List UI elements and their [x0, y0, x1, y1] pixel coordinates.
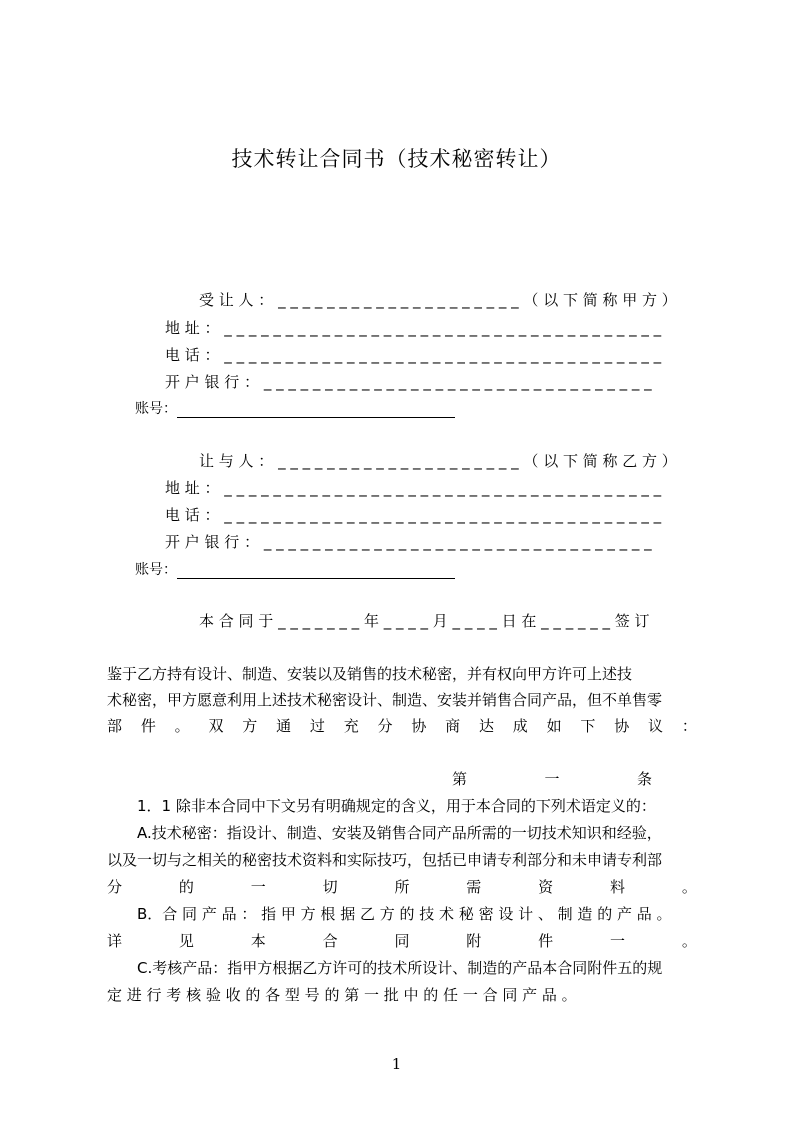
char: ：	[681, 717, 697, 735]
party-b-bank-line: 开 户 银 行 ： _ _ _ _ _ _ _ _ _ _ _ _ _ _ _ _ _ _ _ _ _ _ _ _ _ _ _ _ _ _ _ _	[165, 533, 652, 551]
char: 充	[343, 717, 359, 735]
char: 一	[610, 932, 626, 950]
char: 分	[377, 717, 393, 735]
def-a-line-3	[107, 877, 697, 897]
document-title: 技术转让合同书（技术秘密转让）	[231, 147, 562, 171]
def-a-line-1: A.技术秘密：指设计、制造、安装及销售合同产品所需的一切技术知识和经验，	[137, 824, 662, 842]
char: 合	[322, 932, 338, 950]
party-b-account-blank	[177, 563, 455, 579]
preamble-line-2: 术秘密，甲方愿意利用上述技术秘密设计、制造、安装并销售合同产品，但不单售零	[107, 691, 663, 709]
char: 。	[681, 932, 697, 950]
party-b-address-line: 地 址 ： _ _ _ _ _ _ _ _ _ _ _ _ _ _ _ _ _ _ _ _ _ _ _ _ _ _ _ _ _ _ _ _ _ _ _ _	[165, 479, 662, 497]
char: 下	[580, 717, 596, 735]
signing-line: 本 合 同 于 _ _ _ _ _ _ _ 年 _ _ _ _ 月 _ _ _ _ 日 在 _ _ _ _ _ _ 签 订	[199, 612, 650, 630]
def-b-line-2	[107, 931, 697, 951]
def-b-line-1: B．合 同 产 品 ： 指 甲 方 根 据 乙 方 的 技 术 秘 密 设 计 、 制 造 的 产 品 。	[137, 905, 672, 923]
clause-1-1: 1．1 除非本合同中下文另有明确规定的含义，用于本合同的下列术语定义的：	[137, 797, 656, 815]
preamble-line-3	[107, 716, 697, 736]
party-a-account-line	[135, 398, 455, 418]
char: 第	[452, 770, 468, 788]
page-number: 1	[391, 1055, 402, 1073]
char: 协	[614, 717, 630, 735]
char: 方	[242, 717, 258, 735]
char: 的	[178, 878, 194, 896]
party-a-address-line: 地 址 ： _ _ _ _ _ _ _ _ _ _ _ _ _ _ _ _ _ _ _ _ _ _ _ _ _ _ _ _ _ _ _ _ _ _ _ _	[165, 319, 662, 337]
party-b-account-line	[135, 559, 455, 579]
char: 达	[478, 717, 494, 735]
char: 件	[140, 717, 156, 735]
char: 议	[648, 717, 664, 735]
char: 通	[276, 717, 292, 735]
char: 条	[636, 770, 652, 788]
char: 附	[466, 932, 482, 950]
party-a-phone-line: 电 话 ： _ _ _ _ _ _ _ _ _ _ _ _ _ _ _ _ _ _ _ _ _ _ _ _ _ _ _ _ _ _ _ _ _ _ _ _	[165, 346, 662, 364]
char: 成	[512, 717, 528, 735]
char: 同	[394, 932, 410, 950]
char: 。	[174, 717, 190, 735]
party-a-account-blank	[177, 402, 455, 418]
char: 一	[544, 770, 560, 788]
char: 料	[610, 878, 626, 896]
party-a-bank-line: 开 户 银 行 ： _ _ _ _ _ _ _ _ _ _ _ _ _ _ _ _ _ _ _ _ _ _ _ _ _ _ _ _ _ _ _ _	[165, 373, 652, 391]
char: 协	[411, 717, 427, 735]
char: 部	[107, 717, 123, 735]
def-c-line-2: 定 进 行 考 核 验 收 的 各 型 号 的 第 一 批 中 的 任 一 合 同 产 品 。	[107, 986, 577, 1004]
char: 双	[208, 717, 224, 735]
party-b-phone-line: 电 话 ： _ _ _ _ _ _ _ _ _ _ _ _ _ _ _ _ _ _ _ _ _ _ _ _ _ _ _ _ _ _ _ _ _ _ _ _	[165, 506, 662, 524]
char: 过	[309, 717, 325, 735]
char: 。	[681, 878, 697, 896]
char: 一	[250, 878, 266, 896]
char: 本	[250, 932, 266, 950]
char: 切	[322, 878, 338, 896]
def-c-line-1: C.考核产品：指甲方根据乙方许可的技术所设计、制造的产品本合同附件五的规	[137, 959, 663, 977]
party-b-account-label: 账号：	[135, 562, 177, 578]
def-a-line-2: 以及一切与之相关的秘密技术资料和实际技巧，包括已申请专利部分和未申请专利部	[107, 851, 663, 869]
char: 商	[445, 717, 461, 735]
char: 见	[178, 932, 194, 950]
char: 分	[107, 878, 123, 896]
char: 件	[538, 932, 554, 950]
char: 资	[538, 878, 554, 896]
party-b-name-line: 让 与 人 ： _ _ _ _ _ _ _ _ _ _ _ _ _ _ _ _ _ _ _ _ （ 以 下 简 称 乙 方 ）	[199, 452, 677, 470]
article-heading	[452, 769, 652, 789]
party-a-account-label: 账号：	[135, 401, 177, 417]
char: 如	[546, 717, 562, 735]
preamble-line-1: 鉴于乙方持有设计、制造、安装以及销售的技术秘密，并有权向甲方许可上述技	[107, 665, 633, 683]
char: 详	[107, 932, 123, 950]
char: 需	[466, 878, 482, 896]
party-a-name-line: 受 让 人 ： _ _ _ _ _ _ _ _ _ _ _ _ _ _ _ _ _ _ _ _ （ 以 下 简 称 甲 方 ）	[199, 291, 677, 309]
char: 所	[394, 878, 410, 896]
